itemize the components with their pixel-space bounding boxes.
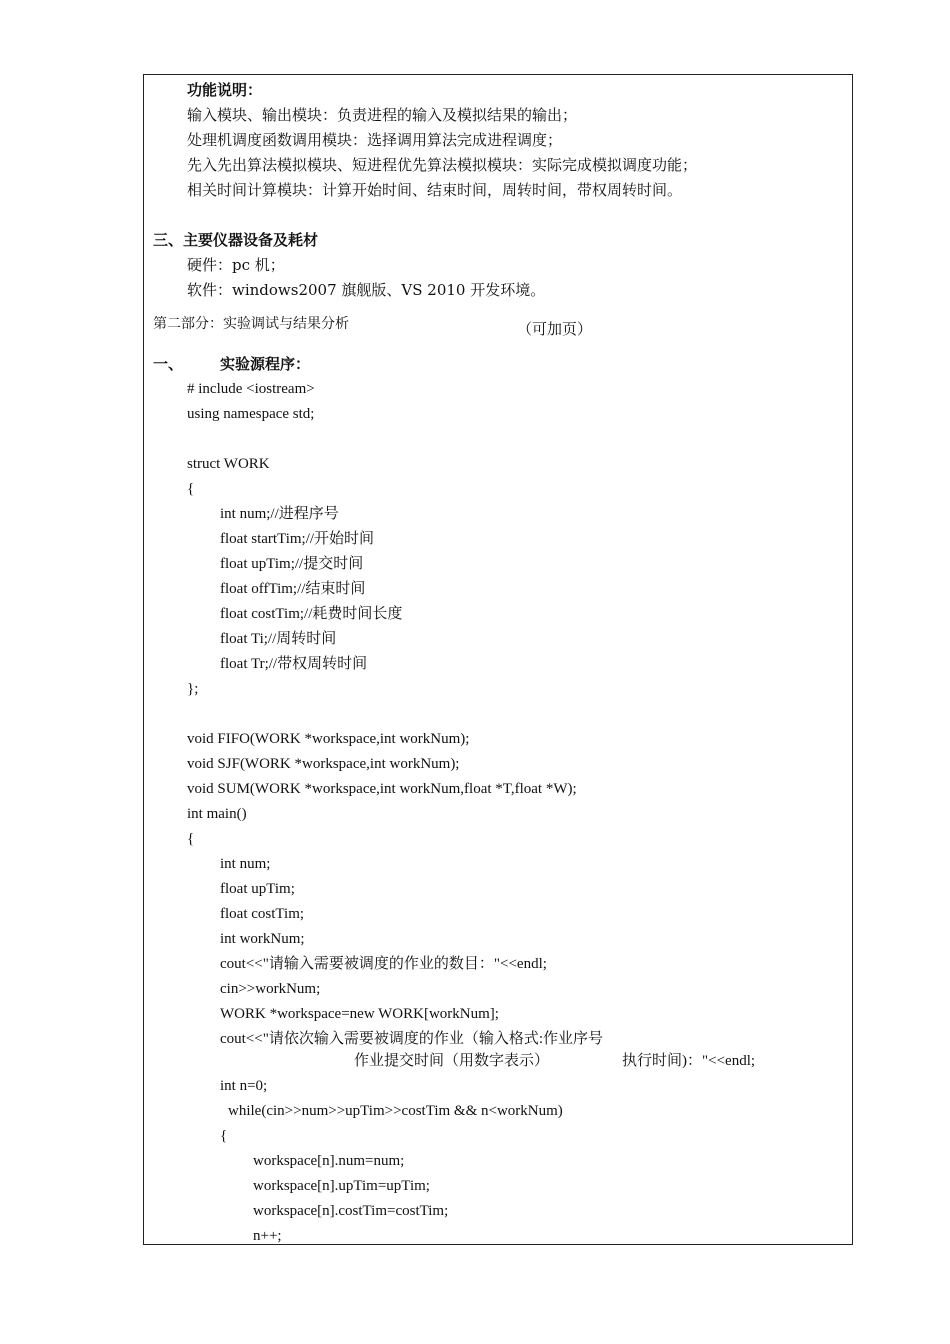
code-line: using namespace std; — [187, 406, 315, 422]
code-line: float Tr;//带权周转时间 — [220, 656, 368, 672]
code-line: int workNum; — [220, 931, 305, 947]
part-two-title: 第二部分：实验调试与结果分析 — [153, 316, 349, 332]
code-line: { — [187, 481, 195, 497]
code-line: void FIFO(WORK *workspace,int workNum); — [187, 731, 470, 747]
code-line: float upTim; — [220, 881, 295, 897]
code-line: cout<<"请输入需要被调度的作业的数目："<<endl; — [220, 956, 547, 972]
code-line: { — [220, 1128, 228, 1144]
part-two-note: （可加页） — [517, 320, 593, 338]
code-line: 作业提交时间（用数字表示） — [354, 1053, 550, 1069]
code-line: while(cin>>num>>upTim>>costTim && n<workNum) — [228, 1103, 563, 1119]
source-heading-title: 实验源程序： — [220, 355, 311, 373]
function-line: 输入模块、输出模块：负责进程的输入及模拟结果的输出； — [187, 106, 578, 124]
code-line: 执行时间)："<<endl; — [622, 1053, 756, 1069]
code-line: cin>>workNum; — [220, 981, 321, 997]
function-title: 功能说明： — [187, 81, 263, 99]
code-line: float Ti;//周转时间 — [220, 631, 337, 647]
function-line: 先入先出算法模拟模块、短进程优先算法模拟模块：实际完成模拟调度功能； — [187, 156, 698, 174]
code-line: void SJF(WORK *workspace,int workNum); — [187, 756, 460, 772]
code-line: # include <iostream> — [187, 381, 315, 397]
function-line: 相关时间计算模块：计算开始时间、结束时间，周转时间，带权周转时间。 — [187, 181, 683, 199]
code-line: workspace[n].num=num; — [253, 1153, 405, 1169]
code-line: cout<<"请依次输入需要被调度的作业（输入格式:作业序号 — [220, 1031, 604, 1047]
code-line: struct WORK — [187, 456, 270, 472]
equipment-title: 三、主要仪器设备及耗材 — [153, 231, 319, 249]
hardware-line: 硬件：pc 机； — [187, 256, 285, 274]
code-line: int n=0; — [220, 1078, 268, 1094]
code-line: workspace[n].costTim=costTim; — [253, 1203, 449, 1219]
code-line: float offTim;//结束时间 — [220, 581, 366, 597]
code-line: void SUM(WORK *workspace,int workNum,float *T,float *W); — [187, 781, 577, 797]
software-line: 软件：windows2007 旗舰版、VS 2010 开发环境。 — [187, 281, 546, 299]
code-line: workspace[n].upTim=upTim; — [253, 1178, 430, 1194]
code-line: { — [187, 831, 195, 847]
code-line: float upTim;//提交时间 — [220, 556, 364, 572]
code-line: WORK *workspace=new WORK[workNum]; — [220, 1006, 499, 1022]
code-line: float costTim; — [220, 906, 305, 922]
code-line: float startTim;//开始时间 — [220, 531, 375, 547]
source-heading-number: 一、 — [153, 355, 184, 373]
code-line: int num; — [220, 856, 271, 872]
code-line: int main() — [187, 806, 247, 822]
function-line: 处理机调度函数调用模块：选择调用算法完成进程调度； — [187, 131, 563, 149]
code-line: int num;//进程序号 — [220, 506, 339, 522]
code-line: n++; — [253, 1228, 282, 1244]
code-line: float costTim;//耗费时间长度 — [220, 606, 403, 622]
code-line: }; — [187, 681, 199, 697]
